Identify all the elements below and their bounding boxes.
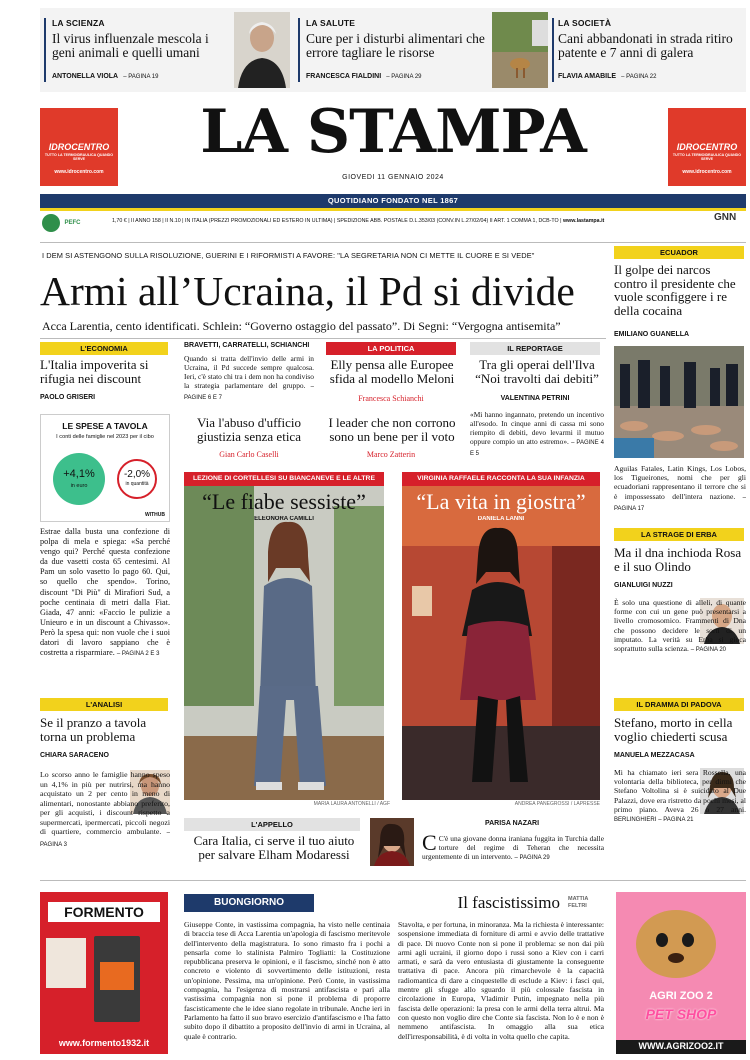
site-link[interactable]: www.lastampa.it (563, 218, 605, 224)
buongiorno-author: MATTIA FELTRI (568, 896, 589, 909)
teaser-scienza[interactable] (52, 18, 230, 84)
spese-box (40, 414, 170, 522)
analisi-body-text: Lo scorso anno le famiglie hanno speso un 4,1% in più per nutrirsi, ma hanno acquistato un 2 per cento in meno di alimentari, nonostante abbiano preferito, per gli acquisti, i discount rispetto a supermercati, ipermercati, piccoli negozi di quartiere, commercio ambulante. (40, 770, 170, 836)
photo-left-bar: LEZIONE DI CORTELLESI SU BIANCANEVE E LE ALTRE (184, 472, 384, 486)
teaser-page: – PAGINA 29 (386, 74, 422, 81)
ecuador-photo (614, 346, 744, 458)
photo-right-title: “La vita in giostra” (416, 490, 586, 514)
photo-right-author: DANIELA LANNI (477, 516, 525, 522)
gnn-logo: GNN (714, 212, 737, 223)
appello-photo (370, 818, 414, 866)
analisi-title[interactable]: Se il pranzo a tavola torna un problema (40, 716, 147, 744)
ecuador-author: EMILIANO GUANELLA (614, 331, 690, 338)
erba-page: – PAGINA 20 (690, 647, 727, 654)
buongiorno-tag-text: BUONGIORNO (214, 897, 284, 908)
teaser-kicker: LA SALUTE (306, 18, 356, 28)
buongiorno-tag (184, 894, 314, 912)
padova-body (614, 768, 746, 864)
reportage-title[interactable]: Tra gli operai dell'Ilva “Noi travolti dai debiti” (475, 358, 599, 386)
appello-title[interactable]: Cara Italia, ci serve il tuo aiuto per salvare Elham Modaressi (193, 834, 355, 862)
ad-agrizoo-brand1: AGRI ZOO 2 (649, 990, 713, 1002)
erba-body (614, 598, 746, 690)
erba-author: GIANLUIGI NUZZI (614, 582, 673, 589)
padova-signoff: BERLINGHIERI (614, 817, 657, 824)
ad-agrizoo-url: WWW.AGRIZOO2.IT (638, 1041, 724, 1051)
economia-author: PAOLO GRISERI (40, 394, 96, 401)
economia-body (40, 527, 170, 689)
teaser-author: FLAVIA AMABILE (558, 73, 617, 81)
ear-ad-right[interactable] (668, 108, 746, 186)
stat-quantita-value: -2,0% (123, 469, 151, 480)
founded-text: QUOTIDIANO FONDATO NEL 1867 (327, 196, 459, 205)
pefc-logo (42, 214, 102, 240)
politica-author: Francesca Schianchi (358, 394, 424, 403)
padova-author: MANUELA MEZZACASA (614, 752, 695, 759)
appello-tag: L'APPELLO (184, 818, 360, 831)
ear-tag: TUTTO LA TERMOIDRAULICA QUANDO SERVE (44, 153, 114, 161)
teaser-photo-viola (234, 12, 290, 88)
teaser-page: – PAGINA 19 (123, 74, 159, 81)
photo-left-credit: MARIA LAURA ANTONELLI / AGF (313, 801, 390, 807)
center-body-text: Quando si tratta dell'invio delle armi in Ucraina, il Pd succede sempre qualcosa. Ieri, c'è stato chi tra i dem non ha condiviso la strategia parlamentare del gruppo. (184, 354, 314, 390)
founded-yellow-line (40, 208, 746, 211)
spese-box-title: LE SPESE A TAVOLA (62, 421, 148, 431)
center-col2-author: Gian Carlo Caselli (219, 450, 279, 459)
stat-euro (53, 453, 105, 505)
masthead-date: GIOVEDÌ 11 GENNAIO 2024 (342, 174, 444, 181)
ad-agrizoo-brand2: PET SHOP (645, 1006, 717, 1022)
teaser-title: Cani abbandonati in strada ritiro patente e 7 anni di galera (558, 31, 733, 61)
teaser-author: ANTONELLA VIOLA (52, 73, 119, 81)
teaser-title: Cure per i disturbi alimentari che errore tagliare le risorse (306, 31, 485, 61)
analisi-tag: L'ANALISI (40, 698, 168, 711)
reportage-author: VALENTINA PETRINI (500, 395, 570, 402)
spese-box-caption: I conti delle famiglie nel 2023 per il cibo (56, 434, 154, 440)
ecuador-page: – PAGINA 17 (614, 494, 746, 512)
photo-left[interactable] (184, 486, 384, 800)
politica-title[interactable]: Elly pensa alle Europee sfida al modello Meloni (329, 358, 455, 386)
padova-tag: IL DRAMMA DI PADOVA (614, 698, 744, 711)
info-text: 1,70 € | II ANNO 158 | II N.10 | IN ITALIA (PREZZI PROMOZIONALI ED ESTERO IN ULTIMA) | SPEDIZIONE ABB. POSTALE D.L.353/03 (CONV.IN L.27/02/04) II ART. 1 COMMA 1, DCB-TO | (112, 218, 562, 224)
erba-body-text: È solo una questione di alleli, di quante forme con cui un gene può presentarsi a livello cromosomico. Frammenti di Dna che possono decidere le sorti di un imputato. La verità su Erba si gioca soprattutto sulla scienza. (614, 598, 746, 654)
ear-brand: IDROCENTRO (48, 142, 110, 152)
reportage-body-text: «Mi hanno ingannato, pretendo un incentivo all'esodo. In cinque anni di cassa mi sono riempito di debiti, devo levarmi il mutuo oppure compio un atto estremo». (470, 410, 604, 446)
ad-formento-brand: FORMENTO (48, 902, 160, 922)
photo-right-bar: VIRGINIA RAFFAELE RACCONTA LA SUA INFANZIA (402, 472, 600, 486)
ear-url: www.idrocentro.com (54, 169, 104, 175)
reportage-page: – PAGINE 4 E 5 (470, 440, 604, 457)
buongiorno-col1: Giuseppe Conte, in vastissima compagnia, ha visto nelle centinaia di braccia tese di Acca Larentia un'apologia di fascismo meritevole dell'intervento della magistratura. Io sono rimasto fra i pochi a pensarla come lo stalinista Palmiro Togliatti: la Costituzione repubblicana preserva le opinioni, e il fascismo, sinché non è atto concreto e violento di sovvertimento delle istituzioni, resta un'opinione. Pessima, ma un'opinione. Però Conte, in vastissima compagnia, ha l'esigenza di mostrarsi antifascista e parì alla vastissima compagnia non si pone il problema di proporre fascisticamente che le idee siano regolate in tribunale. Anche ieri in Parlamento ha fatto il suo bravo esercizio d'antifascismo e l'ha fatto subito dopo il dibattito a proposito dell'invio di armi in Ucraina, al quale è contrario. (184, 920, 390, 1041)
teaser-photo-dog (492, 12, 548, 88)
analisi-body (40, 770, 170, 866)
pefc-label: PEFC (64, 220, 81, 226)
erba-tag: LA STRAGE DI ERBA (614, 528, 744, 541)
teaser-author: FRANCESCA FIALDINI (306, 73, 382, 81)
reportage-tag: IL REPORTAGE (470, 342, 600, 355)
analisi-author: CHIARA SARACENO (40, 752, 109, 759)
ad-formento-url: www.formento1932.it (58, 1038, 150, 1048)
stat-euro-label: in euro (70, 483, 88, 489)
ecuador-body-text: Aguilas Fatales, Latin Kings, Los Lobos, los Tigueirones, nomi che per gli ecuadoriani rappresentano il terrore che si è impossessato dell'intera nazione. (614, 464, 746, 501)
photo-right-credit: ANDREA PANEGROSSI / LAPRESSE (514, 801, 600, 807)
politica-tag: LA POLITICA (326, 342, 456, 355)
lead-subtitle: Acca Larentia, cento identificati. Schlein: “Governo ostaggio del passato”. Di Segni: “Vergogna antisemita” (42, 319, 561, 333)
buongiorno-title[interactable]: Il fascistissimo (457, 894, 560, 912)
center-body (184, 354, 314, 406)
info-line (112, 218, 712, 228)
politica-author2: Marco Zatterin (366, 450, 416, 459)
erba-title[interactable]: Ma il dna inchioda Rosa e il suo Olindo (614, 546, 742, 574)
ecuador-body (614, 464, 746, 522)
teaser-salute[interactable] (306, 18, 486, 84)
appello-author: PARISA NAZARI (484, 820, 540, 827)
ear-brand: IDROCENTRO (676, 142, 738, 152)
appello-page: – PAGINA 29 (514, 855, 550, 861)
appello-body-text: C'è una giovane donna iraniana fuggita in Turchia dalle torture del regime di Teheran che necessita urgentemente di un intervento. (422, 834, 604, 861)
politica-title2[interactable]: I leader che non corrono sono un bene per il voto (328, 416, 456, 444)
ear-ad-left[interactable] (40, 108, 118, 186)
ad-formento[interactable] (40, 892, 168, 1054)
masthead-title[interactable]: LA STAMPA (200, 97, 586, 167)
stat-quantita-label: in quantità (125, 481, 149, 487)
buongiorno-col2: Stavolta, e per fortuna, in minoranza. Ma la richiesta è interessante: sospensione immediata di forniture di armi e avvio delle trattative di pace. Di nuovo Conte non si pone il problema: se non dai più armi agli ucraini, il giorno dopo i russi sono a Kiev con i carri armati, e sarà da vero entusiasta di giustamente la conseguente trattativa di pace. Ancora più rimarchevole è la capacità radiomantica di dare a cinquestelle di esclude a Kiev: i fasci qui, mentre gli sfugge allo sguardo il più colossale fascista in circolazione in Europa, Vladimir Putin, impegnato nella più fascista delle operazioni: la presa con le armi della terra altrui. Ma con questo non voglio dire che Conte sia fascista. Non lo è e non è nemmeno antifascista. In omaggio alla sua etica dell'irresponsabilità, è di volta in volta quello che capita. (398, 920, 604, 1041)
stat-euro-value: +4,1% (63, 468, 95, 480)
reportage-body (470, 410, 604, 462)
economia-title[interactable]: L'Italia impoverita si rifugia nei discount (40, 358, 149, 386)
spese-source: WITHUB (145, 512, 165, 518)
economia-page: – PAGINA 2 E 3 (116, 651, 160, 658)
padova-body-text: Mi ha chiamato ieri sera Rossella, una volontaria della biblioteca, per dirmi che Stefano Voltolina si è suicidato al Due Palazzi, dove era ristretto da pochi mesi, al primo piano. Aveva 26 o 27 anni. (614, 768, 746, 814)
teaser-page: – PAGINA 22 (621, 74, 657, 81)
padova-page: – PAGINA 21 (658, 817, 694, 824)
economia-body-text: Estrae dalla busta una confezione di polpa di mela e spiega: «Sa perché vengo qui? Perché questa confezione da due vasetti costa 65 centesimi. Al Pam un solo vasetto lo pago 60. Qui, so quello che spendo». Torino, discount "Di Più" di Mirafiori Sud, a poche centinaia di metri dalla Fiat. Giada, 47 anni: «Faccio le pulizie a Unieuro e in un discount a Chivasso». Però la spesa qui: non vuole che i suoi datori di lavoro sappiano che è costretta a risparmiare. (40, 527, 170, 658)
ecuador-title[interactable]: Il golpe dei narcos contro il presidente che vuole sconfiggere i re della cocaina (614, 263, 736, 318)
founded-bar (40, 194, 746, 208)
padova-title[interactable]: Stefano, morto in cella voglio chiederti scusa (614, 716, 733, 744)
center-page: – PAGINE 6 E 7 (184, 384, 314, 401)
center-authors: BRAVETTI, CARRATELLI, SCHIANCHI (184, 342, 310, 349)
photo-right[interactable] (402, 486, 600, 800)
teaser-kicker: LA SCIENZA (52, 18, 105, 28)
teaser-title: Il virus influenzale mescola i geni animali e quelli umani (52, 31, 209, 61)
appello-body: C C'è una giovane donna iraniana fuggita in Turchia dalle torture del regime di Teheran che necessita urgentemente di un intervento. – PAGINA 29 (422, 834, 604, 861)
ear-tag: TUTTO LA TERMOIDRAULICA QUANDO SERVE (672, 153, 742, 161)
lead-title[interactable]: Armi all’Ucraina, il Pd si divide (40, 268, 575, 314)
lead-kicker: I DEM SI ASTENGONO SULLA RISOLUZIONE, GUERINI E I RIFORMISTI A FAVORE: "LA SEGRETARIA NON CI METTE IL CUORE E SI VEDE" (42, 251, 535, 260)
analisi-page: – PAGINA 3 (40, 830, 170, 848)
teaser-kicker: LA SOCIETÀ (558, 18, 612, 28)
photo-left-author: ELEONORA CAMILLI (254, 516, 314, 522)
ear-url: www.idrocentro.com (682, 169, 732, 175)
stat-quantita (117, 459, 157, 499)
ad-agrizoo[interactable] (616, 892, 746, 1054)
photo-left-title: “Le fiabe sessiste” (202, 490, 366, 514)
teaser-societa[interactable] (558, 18, 744, 84)
ecuador-tag: ECUADOR (614, 246, 744, 259)
economia-tag: L'ECONOMIA (40, 342, 168, 355)
center-col2-title[interactable]: Via l'abuso d'ufficio giustizia senza etica (196, 416, 302, 444)
